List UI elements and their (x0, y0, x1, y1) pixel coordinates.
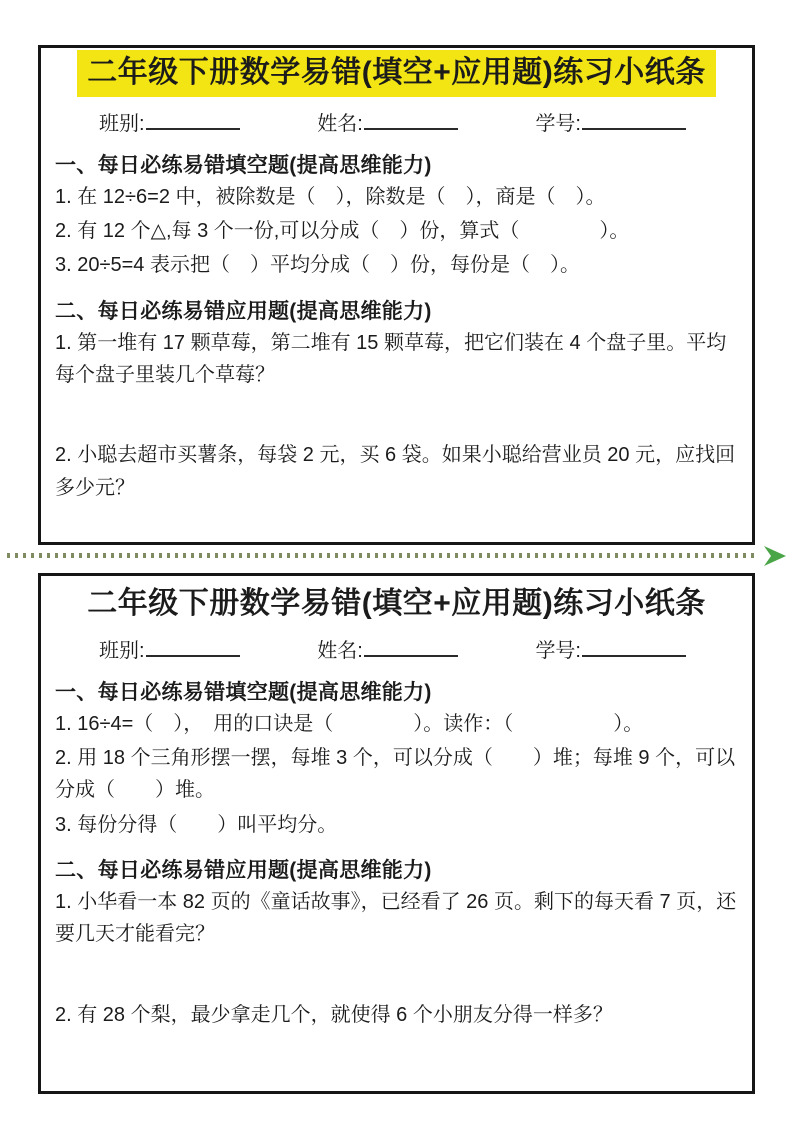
slip-title-row (55, 585, 738, 624)
slip-title: 二年级下册数学易错(填空+应用题)练习小纸条 (87, 587, 706, 620)
class-field-label: 班别: (99, 112, 145, 135)
class-field (99, 107, 240, 136)
class-blank-line (146, 636, 240, 657)
slip-title-highlighted: 二年级下册数学易错(填空+应用题)练习小纸条 (77, 50, 716, 97)
dotted-cut-line (7, 553, 759, 558)
section-1-heading: 一、每日必练易错填空题(提高思维能力) (55, 153, 432, 177)
name-blank-line (364, 109, 458, 130)
student-number-field-label: 学号: (535, 639, 581, 662)
word-problem: 1. 小华看一本 82 页的《童话故事》，已经看了 26 页。剩下的每天看 7 页，还要几天才能看完？ (55, 891, 737, 946)
fill-in-question: 2. 有 12 个△,每 3 个一份,可以分成（ ）份，算式（ ）。 (55, 219, 630, 242)
name-field-label: 姓名: (317, 639, 363, 662)
class-field (99, 634, 240, 663)
student-info-row (99, 107, 686, 136)
cut-direction-arrow-icon (762, 544, 788, 568)
word-problem: 2. 有 28 个梨，最少拿走几个，就使得 6 个小朋友分得一样多？ (55, 1003, 613, 1026)
word-problem: 2. 小聪去超市买薯条，每袋 2 元，买 6 袋。如果小聪给营业员 20 元，应找回多少元？ (55, 444, 736, 499)
fill-in-question: 2. 用 18 个三角形摆一摆，每堆 3 个，可以分成（ ）堆；每堆 9 个，可以分成（ ）堆。 (55, 746, 736, 802)
section-1-heading: 一、每日必练易错填空题(提高思维能力) (55, 680, 432, 704)
fill-in-question: 3. 每份分得（ ）叫平均分。 (55, 813, 338, 836)
student-number-blank-line (582, 109, 686, 130)
student-info-row (99, 634, 686, 663)
section-2-heading: 二、每日必练易错应用题(提高思维能力) (55, 299, 432, 323)
student-number-field (535, 634, 686, 663)
fill-in-question: 1. 在 12÷6=2 中，被除数是（ ），除数是（ ），商是（ ）。 (55, 185, 606, 208)
class-field-label: 班别: (99, 639, 145, 662)
class-blank-line (146, 109, 240, 130)
student-number-field (535, 107, 686, 136)
word-problem: 1. 第一堆有 17 颗草莓，第二堆有 15 颗草莓，把它们装在 4 个盘子里。平均每个盘子里装几个草莓？ (55, 331, 727, 387)
slip-title-row (55, 50, 738, 97)
student-number-blank-line (582, 636, 686, 657)
practice-slip-2 (38, 573, 755, 1094)
name-field-label: 姓名: (317, 112, 363, 135)
section-2-heading: 二、每日必练易错应用题(提高思维能力) (55, 859, 432, 883)
name-blank-line (364, 636, 458, 657)
practice-slip-1 (38, 45, 755, 545)
name-field (317, 107, 458, 136)
fill-in-question: 3. 20÷5=4 表示把（ ）平均分成（ ）份，每份是（ ）。 (55, 254, 580, 277)
fill-in-question: 1. 16÷4=（ ）， 用的口诀是（ ）。读作：（ ）。 (55, 712, 644, 735)
name-field (317, 634, 458, 663)
student-number-field-label: 学号: (535, 112, 581, 135)
